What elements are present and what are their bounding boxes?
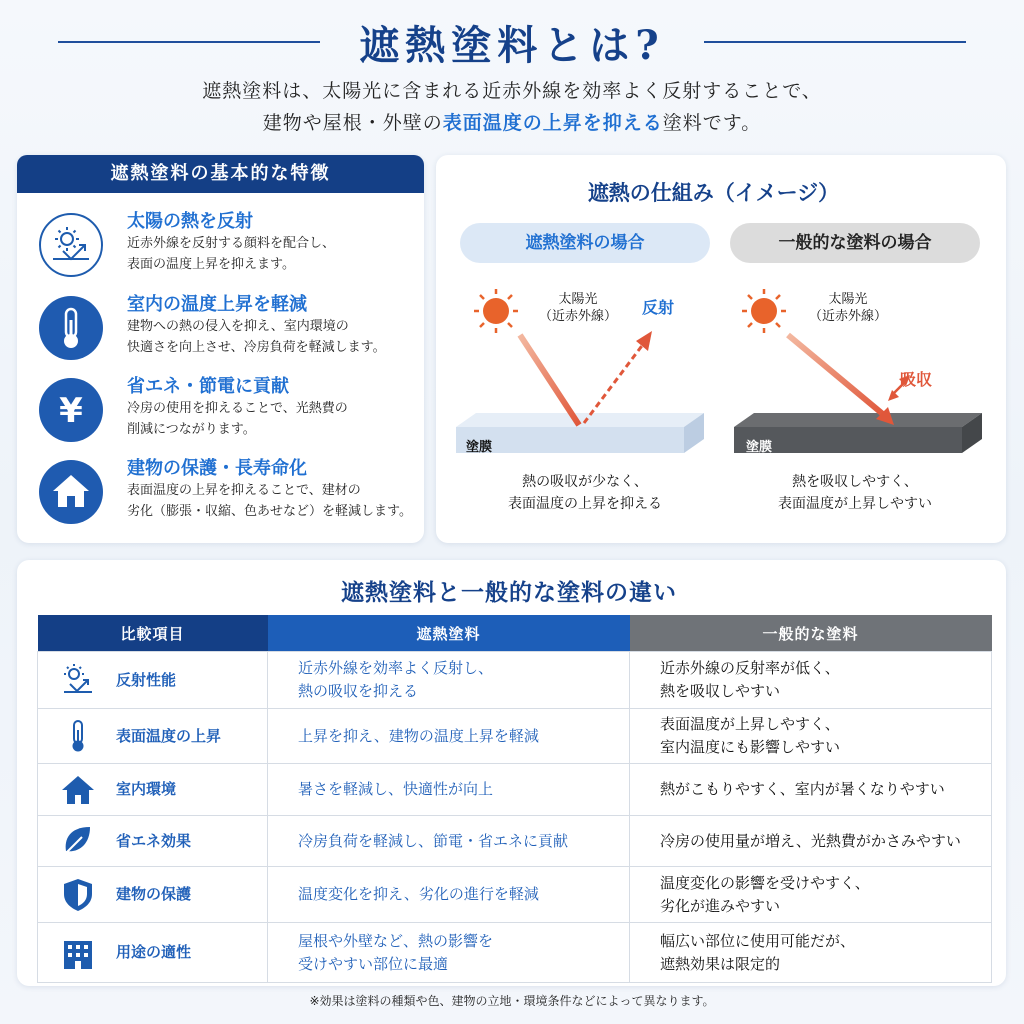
general-cell: 表面温度が上昇しやすく、 室内温度にも影響しやすい	[660, 715, 841, 756]
mechanism-title: 遮熱の仕組み（イメージ）	[587, 181, 840, 205]
house-icon	[39, 460, 103, 524]
row-label: 反射性能	[116, 670, 177, 689]
table-row	[38, 652, 992, 709]
heat-shield-cell: 屋根や外壁など、熱の影響を 受けやすい部位に最適	[298, 931, 494, 973]
svg-text:¥: ¥	[59, 391, 83, 431]
feature-title: 太陽の熱を反射	[127, 211, 253, 232]
page-title: 遮熱塗料とは?	[359, 22, 665, 69]
shield-icon	[60, 877, 96, 913]
thermometer-icon	[39, 296, 103, 360]
feature-title: 省エネ・節電に貢献	[127, 376, 289, 397]
coating-block-light	[456, 413, 704, 453]
comparison-title: 遮熱塗料と一般的な塗料の違い	[341, 580, 677, 606]
mechanism-diagram	[436, 265, 1006, 465]
heat-shield-cell: 冷房負荷を軽減し、節電・省エネに貢献	[298, 831, 569, 850]
general-cell: 熱がこもりやすく、室内が暑くなりやすい	[660, 780, 945, 798]
general-cell: 温度変化の影響を受けやすく、 劣化が進みやすい	[660, 873, 870, 915]
heat-shield-case-label: 遮熱塗料の場合	[460, 223, 710, 263]
table-header-row	[38, 615, 992, 652]
feature-title: 建物の保護・長寿命化	[127, 458, 307, 479]
leaf-icon	[60, 823, 96, 859]
feature-item	[17, 207, 424, 287]
intro-highlight: 表面温度の上昇を抑える	[442, 112, 663, 134]
heat-shield-cell: 温度変化を抑え、劣化の進行を軽減	[298, 885, 539, 903]
feature-item	[17, 372, 424, 452]
comparison-card	[17, 560, 1006, 986]
row-label: 建物の保護	[116, 885, 192, 903]
general-cell: 冷房の使用量が増え、光熱費がかさみやすい	[660, 831, 961, 850]
heat-shield-cell: 上昇を抑え、建物の温度上昇を軽減	[298, 726, 539, 745]
col-header-item: 比較項目	[38, 615, 268, 652]
incoming-ray	[520, 335, 579, 425]
heat-shield-cell: 近赤外線を効率よく反射し、 熱の吸収を抑える	[298, 659, 494, 700]
general-cell: 近赤外線の反射率が低く、 熱を吸収しやすい	[660, 659, 840, 700]
sunlight-label: 太陽光 （近赤外線）	[538, 292, 617, 324]
intro-line-1: 遮熱塗料は、太陽光に含まれる近赤外線を効率よく反射することで、	[202, 80, 822, 102]
features-card	[17, 155, 424, 543]
col-header-heat-shield: 遮熱塗料	[268, 615, 630, 652]
row-label: 用途の適性	[116, 943, 192, 961]
reflect-label: 反射	[642, 298, 675, 317]
general-cell: 幅広い部位に使用可能だが、 遮熱効果は限定的	[660, 931, 856, 973]
heat-shield-cell: 暑さを軽減し、快適性が向上	[298, 780, 494, 798]
intro-line-2: 建物や屋根・外壁の表面温度の上昇を抑える塗料です。	[262, 112, 762, 134]
sun-icon	[474, 289, 518, 333]
thermometer-icon	[60, 718, 96, 754]
heat-shield-caption: 熱の吸収が少なく、 表面温度の上昇を抑える	[508, 474, 662, 512]
house-icon	[60, 772, 96, 808]
table-row	[38, 923, 992, 983]
feature-desc: 冷房の使用を抑えることで、光熱費の 削減につながります。	[127, 401, 348, 437]
comparison-table	[37, 615, 992, 983]
feature-title: 室内の温度上昇を軽減	[127, 294, 307, 315]
feature-desc: 近赤外線を反射する顔料を配合し、 表面の温度上昇を抑えます。	[127, 236, 336, 272]
row-label: 室内環境	[116, 780, 177, 798]
reflected-ray	[584, 343, 644, 423]
table-row	[38, 709, 992, 764]
footnote: ※効果は塗料の種類や色、建物の立地・環境条件などによって異なります。	[309, 994, 715, 1008]
absorb-label: 吸収	[900, 370, 933, 389]
coating-label: 塗膜	[466, 440, 493, 455]
feature-item	[17, 290, 424, 370]
feature-item	[17, 454, 424, 534]
features-heading: 遮熱塗料の基本的な特徴	[17, 155, 424, 193]
row-label: 表面温度の上昇	[116, 726, 222, 745]
mechanism-card	[436, 155, 1006, 543]
table-row	[38, 764, 992, 816]
table-row	[38, 867, 992, 923]
sun-reflect-icon	[39, 213, 103, 277]
feature-desc: 建物への熱の侵入を抑え、室内環境の 快適さを向上させ、冷房負荷を軽減します。	[127, 319, 386, 355]
yen-icon	[39, 378, 103, 442]
general-case-label: 一般的な塗料の場合	[730, 223, 980, 263]
coating-label: 塗膜	[746, 440, 773, 455]
feature-desc: 表面温度の上昇を抑えることで、建材の 劣化（膨張・収縮、色あせなど）を軽減します。	[127, 483, 412, 519]
building-icon	[60, 935, 96, 971]
row-label: 省エネ効果	[116, 831, 192, 850]
table-row	[38, 816, 992, 867]
general-caption: 熱を吸収しやすく、 表面温度が上昇しやすい	[778, 474, 932, 512]
col-header-general: 一般的な塗料	[630, 615, 992, 652]
incoming-ray	[788, 335, 884, 415]
sun-icon	[742, 289, 786, 333]
sun-reflect-icon	[60, 662, 96, 698]
sunlight-label: 太陽光 （近赤外線）	[808, 292, 887, 324]
